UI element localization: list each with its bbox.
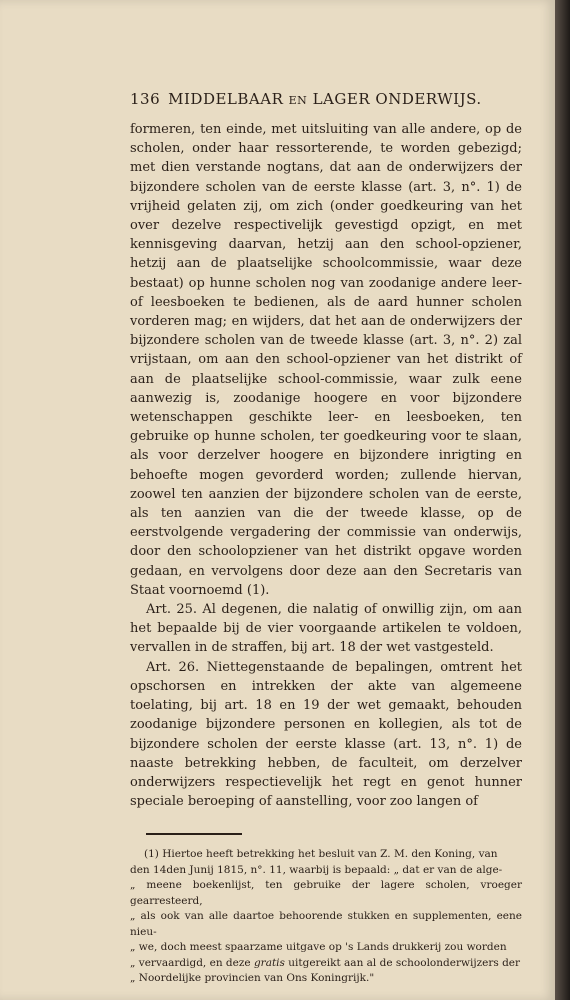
footnote-line: „ Noordelijke provincien van Ons Koningrijk." [130, 972, 375, 985]
paragraph-art-25: Art. 25. Al degenen, die nalatig of onwillig zijn, om aan het bepaalde bij de vier voorgaande artikelen te voldoen, vervallen in de straffen, bij art. 18 der wet vastgesteld. [130, 602, 522, 656]
footnote-line: „ als ook van alle daartoe behoorende stukken en supplementen, eene nieu- [130, 910, 522, 938]
footnote-italic-text: gratis [253, 956, 285, 969]
footnote-line: (1) Hiertoe heeft betrekking het besluit van Z. M. den Koning, van [144, 848, 498, 861]
page-content [130, 90, 522, 987]
footnote-line [130, 956, 522, 972]
body-text [130, 120, 522, 811]
footnote-text: uitgereikt aan al de schoolonderwijzers der [288, 956, 521, 969]
title-word-middelbaar: MIDDELBAAR [168, 90, 284, 108]
running-title [168, 90, 482, 108]
footnote-divider [146, 833, 242, 835]
footnote [130, 847, 522, 987]
footnote-line: „ we, doch meest spaarzame uitgave op 's Lands drukkerij zou worden [130, 941, 507, 954]
footnote-line: den 14den Junij 1815, n°. 11, waarbij is bepaald: „ dat er van de alge- [130, 863, 503, 876]
title-word-onderwijs: ONDERWIJS. [375, 90, 482, 108]
footnote-text: „ vervaardigd, en deze [130, 956, 251, 969]
title-word-en: EN [288, 94, 308, 107]
page-number: 136 [130, 90, 161, 108]
paragraph-continuation: formeren, ten einde, met uitsluiting van alle andere, op de scholen, onder haar ressorterende, te worden gebezigd; met dien verstande nogtans, dat aan de onderwijzers der bijzondere scholen van de eerste klasse (art. 3, n°. 1) de vrijheid gelaten zij, om zich (onder goedkeuring van het over dezelve respectivelijk gevestigd opzigt, en met kennisgeving daarvan, hetzij aan den school-opziener, hetzij aan de plaatselijke schoolcommissie, waar deze bestaat) op hunne scholen nog van zoodanige andere leer- of leesboeken te bedienen, als de aard hunner scholen vorderen mag; en wijders, dat het aan de onderwijzers der bijzondere scholen van de tweede klasse (art. 3, n°. 2) zal vrijstaan, om aan den school-opziener van het distrikt of aan de plaatselijke school-commissie, waar zulk eene aanwezig is, zoodanige hoogere en voor bijzondere wetenschappen geschikte leer- en leesboeken, ten gebruike op hunne scholen, ter goedkeuring voor te slaan, als voor derzelver hoogere en bijzondere inrigting en behoefte mogen gevorderd worden; zullende hiervan, zoowel ten aanzien der bijzondere scholen van de eerste, als ten aanzien van die der tweede klasse, op de eerstvolgende vergadering der commissie van onderwijs, door den schoolopziener van het distrikt opgave worden gedaan, en vervolgens door deze aan den Secretaris van Staat voornoemd (1). [130, 122, 522, 598]
paragraph-art-26: Art. 26. Niettegenstaande de bepalingen, omtrent het opschorsen en intrekken der akte van algemeene toelating, bij art. 18 en 19 der wet gemaakt, behouden zoodanige bijzondere personen en kollegien, als tot de bijzondere scholen der eerste klasse (art. 13, n°. 1) de naaste betrekking hebben, de faculteit, om derzelver onderwijzers respectievelijk het regt en genot hunner speciale beroeping of aanstelling, voor zoo langen of [130, 659, 522, 810]
title-word-lager: LAGER [312, 90, 371, 108]
book-spine-edge [555, 0, 570, 1000]
footnote-line: „ meene boekenlijst, ten gebruike der lagere scholen, vroeger gearresteerd, [130, 879, 522, 907]
running-head [130, 90, 522, 108]
